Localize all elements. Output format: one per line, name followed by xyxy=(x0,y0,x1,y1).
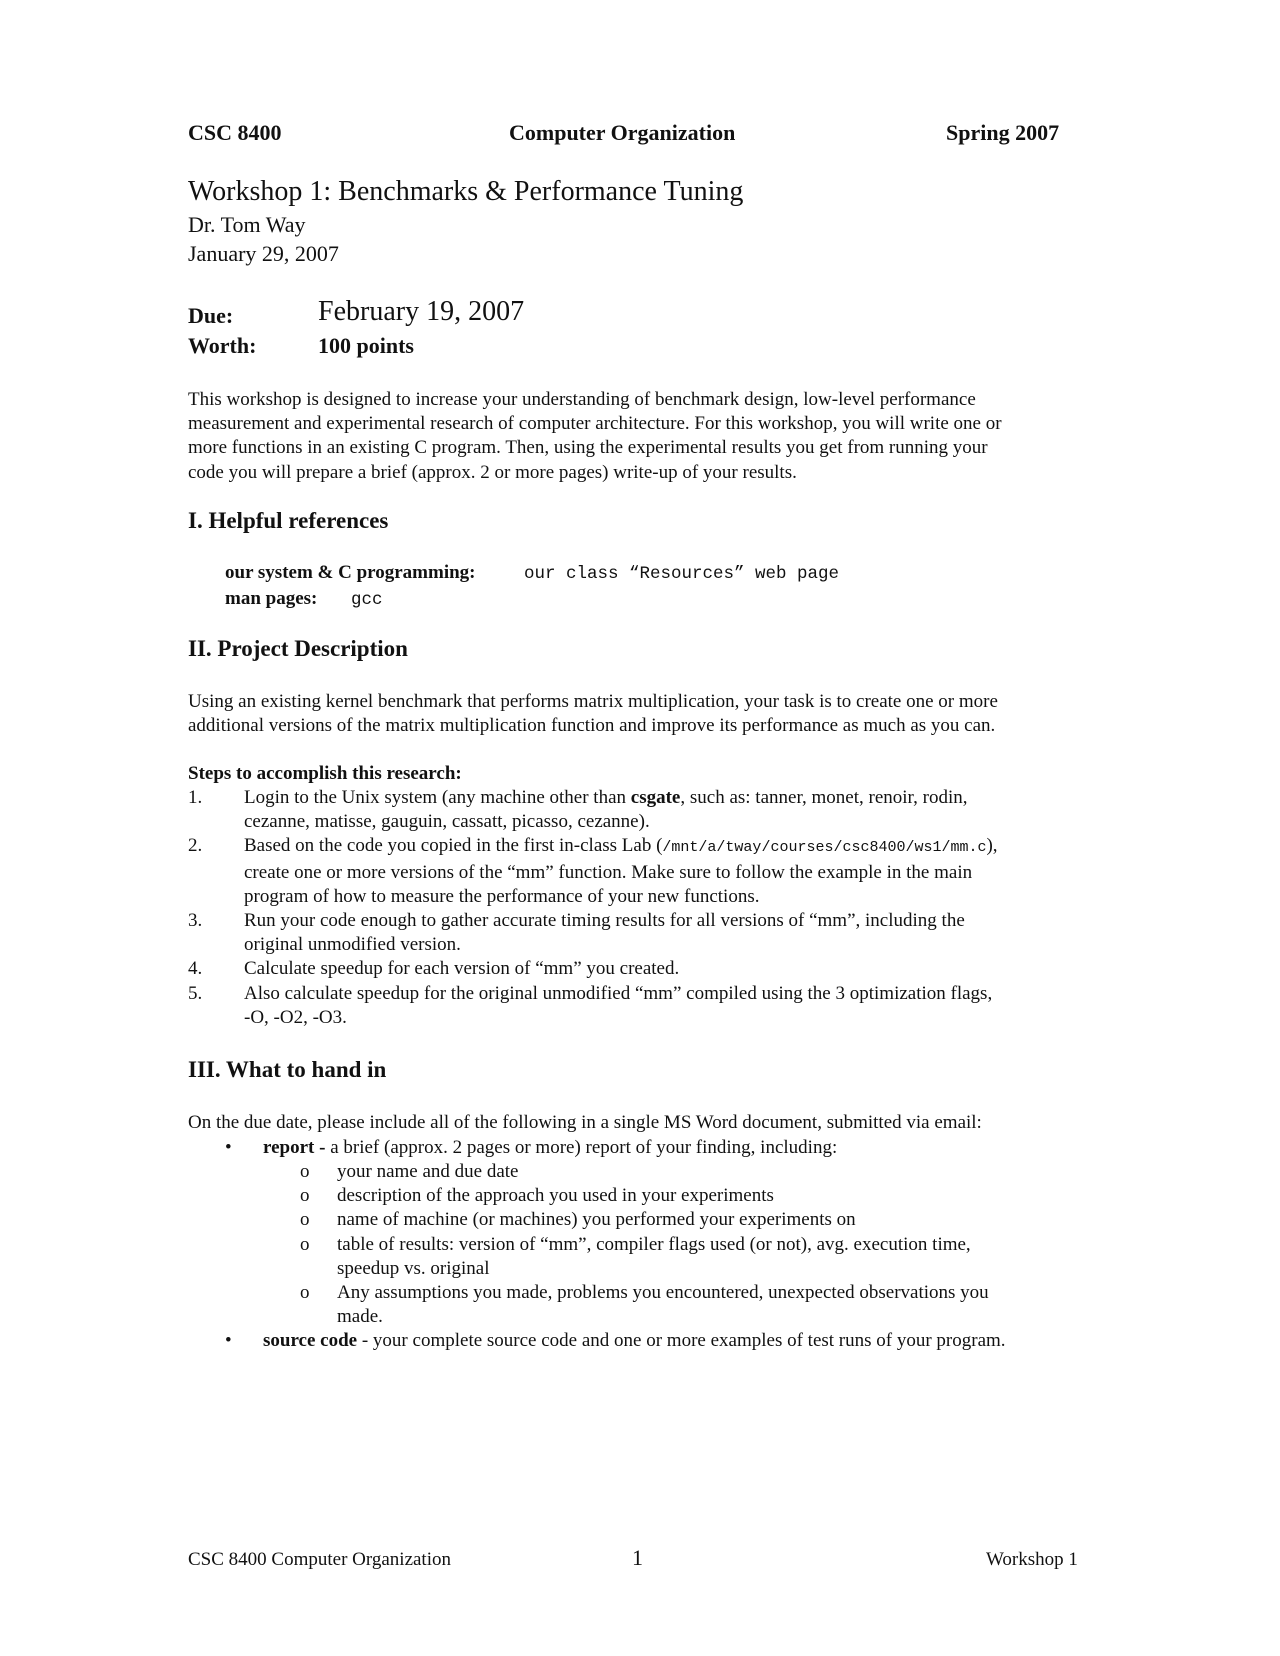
bullet-icon: • xyxy=(225,1137,232,1158)
steps-heading: Steps to accomplish this research: xyxy=(188,763,462,784)
sub-item-line: name of machine (or machines) you performed your experiments on xyxy=(337,1209,856,1231)
step-line: Also calculate speedup for the original unmodified “mm” compiled using the 3 optimization flags, xyxy=(244,982,993,1004)
worth-label: Worth: xyxy=(188,333,257,358)
source-label: source code xyxy=(263,1330,358,1351)
step-line: create one or more versions of the “mm” function. Make sure to follow the example in the main xyxy=(244,861,973,883)
step-number: 5. xyxy=(188,982,203,1004)
bullet-icon: • xyxy=(225,1330,232,1351)
project-line: additional versions of the matrix multiplication function and improve its performance as much as you can. xyxy=(188,715,996,737)
step-line xyxy=(244,786,1093,810)
step-text: , such as: tanner, monet, renoir, rodin, xyxy=(680,787,968,808)
list-item xyxy=(188,957,1093,981)
intro-line: code you will prepare a brief (approx. 2 or more pages) write-up of your results. xyxy=(188,461,797,483)
sub-item-line: table of results: version of “mm”, compiler flags used (or not), avg. execution time, xyxy=(337,1233,971,1255)
header-course: CSC 8400 xyxy=(188,120,282,145)
author: Dr. Tom Way xyxy=(188,212,306,237)
sub-item-line: your name and due date xyxy=(337,1161,519,1182)
header-term: Spring 2007 xyxy=(946,120,1060,145)
step-number: 3. xyxy=(188,910,203,932)
report-sublist xyxy=(300,1160,1090,1329)
step-bold: csgate xyxy=(630,787,681,808)
circle-bullet-icon: o xyxy=(300,1185,310,1207)
step-line: original unmodified version. xyxy=(244,934,461,956)
step-number: 4. xyxy=(188,958,203,980)
file-path: /mnt/a/tway/courses/csc8400/ws1/mm.c xyxy=(662,839,987,857)
list-item xyxy=(188,786,1093,834)
worth-value: 100 points xyxy=(318,333,414,358)
footer-right: Workshop 1 xyxy=(986,1549,1078,1570)
step-text: Login to the Unix system (any machine other than xyxy=(244,787,631,808)
page-title: Workshop 1: Benchmarks & Performance Tuning xyxy=(188,176,744,207)
circle-bullet-icon: o xyxy=(300,1161,310,1182)
intro-line: This workshop is designed to increase your understanding of benchmark design, low-level performance xyxy=(188,389,976,410)
report-text: a brief (approx. 2 pages or more) report of your finding, including: xyxy=(330,1137,838,1158)
report-bullet xyxy=(263,1136,837,1160)
list-item xyxy=(300,1233,1090,1281)
intro-line: measurement and experimental research of computer architecture. For this workshop, you will write one or xyxy=(188,413,1002,435)
step-line: Run your code enough to gather accurate timing results for all versions of “mm”, including the xyxy=(244,910,965,932)
steps-list xyxy=(188,786,1093,1030)
page-number: 1 xyxy=(632,1545,643,1570)
section-heading-project: II. Project Description xyxy=(188,636,408,661)
section-heading-hand-in: III. What to hand in xyxy=(188,1057,387,1082)
ref-value: our class “Resources” web page xyxy=(524,564,840,584)
sub-item-line: made. xyxy=(337,1306,383,1328)
step-number: 1. xyxy=(188,787,203,808)
source-bullet xyxy=(263,1329,1006,1353)
list-item xyxy=(188,982,1093,1030)
ref-value: gcc xyxy=(351,590,383,610)
step-number: 2. xyxy=(188,835,203,857)
header-subject: Computer Organization xyxy=(509,120,736,145)
step-line: Calculate speedup for each version of “mm” you created. xyxy=(244,958,680,980)
step-line xyxy=(244,834,1093,860)
step-line: program of how to measure the performance of your new functions. xyxy=(244,885,760,907)
source-text: - your complete source code and one or more examples of test runs of your program. xyxy=(357,1330,1006,1351)
circle-bullet-icon: o xyxy=(300,1233,310,1255)
list-item xyxy=(188,834,1093,909)
intro-line: more functions in an existing C program. Then, using the experimental results you get from running your xyxy=(188,437,988,459)
circle-bullet-icon: o xyxy=(300,1282,310,1304)
step-text: ), xyxy=(986,835,998,857)
list-item xyxy=(300,1160,1090,1184)
due-label: Due: xyxy=(188,303,234,328)
project-paragraph xyxy=(188,690,1093,738)
section-heading-references: I. Helpful references xyxy=(188,508,389,533)
footer-left: CSC 8400 Computer Organization xyxy=(188,1549,451,1570)
circle-bullet-icon: o xyxy=(300,1209,310,1231)
sub-item-line: description of the approach you used in your experiments xyxy=(337,1185,774,1207)
list-item xyxy=(300,1281,1090,1329)
sub-item-line: Any assumptions you made, problems you encountered, unexpected observations you xyxy=(337,1282,989,1304)
list-item xyxy=(188,909,1093,957)
step-line: -O, -O2, -O3. xyxy=(244,1006,347,1028)
project-line: Using an existing kernel benchmark that performs matrix multiplication, your task is to create one or more xyxy=(188,691,998,712)
due-value: February 19, 2007 xyxy=(318,296,525,327)
step-text: Based on the code you copied in the first in-class Lab ( xyxy=(244,835,663,857)
sub-item-line: speedup vs. original xyxy=(337,1257,490,1279)
list-item xyxy=(300,1208,1090,1232)
ref-label: man pages: xyxy=(225,588,318,609)
hand-in-intro: On the due date, please include all of the following in a single MS Word document, submitted via email: xyxy=(188,1112,982,1133)
list-item xyxy=(300,1184,1090,1208)
ref-label: our system & C programming: xyxy=(225,562,476,583)
report-label: report - xyxy=(263,1137,331,1158)
intro-paragraph xyxy=(188,388,1093,485)
step-line: cezanne, matisse, gauguin, cassatt, picasso, cezanne). xyxy=(244,811,650,833)
title-date: January 29, 2007 xyxy=(188,241,339,266)
